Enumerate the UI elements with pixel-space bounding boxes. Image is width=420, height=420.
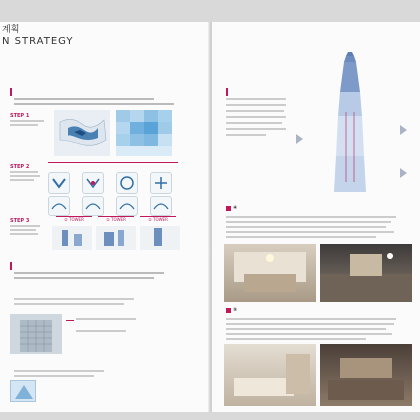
step2-thumb	[82, 172, 104, 194]
item4-marker	[226, 206, 231, 211]
text-line-placeholder	[226, 333, 392, 335]
text-line-placeholder	[14, 303, 124, 305]
tower-tag: ② TOWER	[98, 216, 134, 223]
site-map-graphic	[54, 110, 110, 156]
step2-thumb	[116, 196, 138, 216]
view-diagram-icon	[117, 173, 137, 193]
step2-columns-bar	[48, 162, 178, 168]
view-diagram-icon	[151, 197, 171, 215]
step1-desc-line	[10, 120, 44, 122]
text-line-placeholder	[226, 236, 376, 238]
text-line-placeholder	[226, 104, 286, 106]
site-plan-graphic	[52, 226, 92, 250]
right-section-marker	[226, 88, 228, 96]
text-line-placeholder	[226, 328, 386, 330]
tower-graphic	[300, 52, 410, 202]
text-line-placeholder	[226, 221, 391, 223]
step2-thumb	[48, 196, 70, 216]
arrow-right-icon	[400, 125, 407, 135]
step2-desc-line	[10, 179, 34, 181]
view-diagram-icon	[83, 197, 103, 215]
text-line-placeholder	[76, 330, 126, 332]
text-line-placeholder	[226, 122, 282, 124]
view-diagram-icon	[151, 173, 171, 193]
text-line-placeholder	[14, 272, 164, 274]
text-line-placeholder	[226, 338, 366, 340]
section2-marker	[10, 262, 12, 270]
step1-desc-line	[10, 124, 38, 126]
small-diagram	[10, 380, 36, 402]
step2-desc-line	[10, 171, 38, 173]
text-line-placeholder	[226, 216, 396, 218]
interior-photo	[320, 344, 412, 406]
step2-label: STEP 2	[10, 164, 30, 170]
item4-label: ④	[233, 205, 238, 211]
building-photo	[10, 314, 62, 354]
tower-diagram	[300, 52, 410, 202]
step3-desc-line	[10, 233, 38, 235]
text-line-placeholder	[76, 318, 136, 320]
text-line-placeholder	[226, 110, 284, 112]
step2-thumb	[150, 172, 172, 194]
step3-label: STEP 3	[10, 218, 30, 224]
site-plan-graphic	[140, 226, 180, 250]
step2-thumb	[150, 196, 172, 216]
step1-label: STEP 1	[10, 113, 30, 119]
view-diagram-icon	[49, 173, 69, 193]
item5-label: ⑤	[233, 307, 238, 313]
view-diagram-icon	[49, 197, 69, 215]
page-subtitle-fragment: N STRATEGY	[2, 36, 74, 47]
text-line-placeholder	[226, 318, 396, 320]
bedroom-graphic	[224, 344, 316, 406]
text-line-placeholder	[226, 116, 286, 118]
tower-tag: ② TOWER	[56, 216, 92, 223]
page-header	[0, 22, 100, 62]
text-line-placeholder	[14, 98, 154, 100]
step3-desc-line	[10, 225, 40, 227]
text-line-placeholder	[14, 298, 134, 300]
section-marker	[10, 88, 12, 96]
step3-image	[52, 226, 92, 250]
heatmap-graphic	[116, 110, 172, 156]
connector-line	[66, 320, 74, 321]
step3-desc-line	[10, 229, 36, 231]
step2-thumb	[116, 172, 138, 194]
small-diagram-graphic	[11, 381, 37, 403]
text-line-placeholder	[14, 370, 104, 372]
interior-photo	[224, 344, 316, 406]
site-map-image	[54, 110, 110, 156]
step2-thumb	[82, 196, 104, 216]
text-line-placeholder	[226, 231, 394, 233]
heatmap-image	[116, 110, 172, 156]
text-line-placeholder	[226, 226, 386, 228]
text-line-placeholder	[226, 128, 286, 130]
text-line-placeholder	[226, 134, 266, 136]
hall-graphic	[320, 244, 412, 302]
text-line-placeholder	[14, 375, 94, 377]
text-line-placeholder	[226, 323, 394, 325]
interior-photo	[224, 244, 316, 302]
lobby-graphic	[224, 244, 316, 302]
text-line-placeholder	[14, 103, 174, 105]
arrow-right-icon	[296, 134, 303, 144]
page-title-fragment: 계획	[2, 25, 20, 35]
arrow-right-icon	[400, 168, 407, 178]
step2-desc-line	[10, 175, 40, 177]
text-line-placeholder	[14, 277, 154, 279]
step2-thumb	[48, 172, 70, 194]
tower-tag: ② TOWER	[140, 216, 176, 223]
lounge-graphic	[320, 344, 412, 406]
interior-photo	[320, 244, 412, 302]
step3-image	[140, 226, 180, 250]
building-graphic	[10, 314, 62, 354]
step3-image	[96, 226, 136, 250]
item5-marker	[226, 308, 231, 313]
view-diagram-icon	[83, 173, 103, 193]
view-diagram-icon	[117, 197, 137, 215]
text-line-placeholder	[226, 98, 286, 100]
site-plan-graphic	[96, 226, 136, 250]
